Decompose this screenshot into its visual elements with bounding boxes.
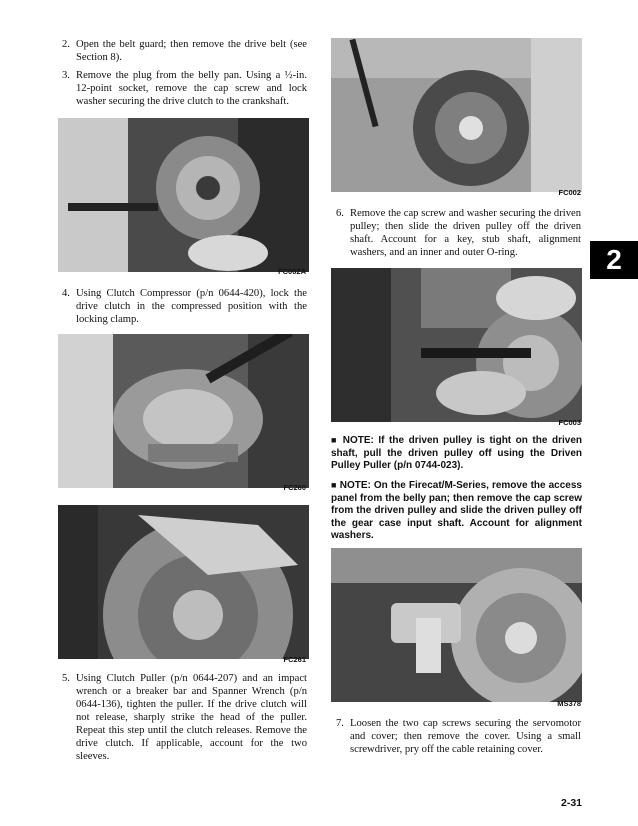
- step-text: Using Clutch Compressor (p/n 0644-420), lock the drive clutch in the compressed position with the locking clamp.: [76, 288, 307, 325]
- step-number: 2.: [62, 39, 70, 50]
- note-marker-icon: ■: [331, 435, 339, 445]
- figure-label-fc002a: FC002A: [278, 267, 306, 276]
- step-5: [62, 672, 307, 763]
- figure-label-fc261: FC261: [283, 655, 306, 664]
- note-driven-pulley-tight: [331, 434, 582, 473]
- page-number: 2-31: [560, 797, 582, 809]
- note-firecat-m-series: [331, 479, 582, 543]
- figure-label-ms378: MS378: [557, 699, 581, 708]
- step-number: 7.: [336, 718, 344, 729]
- step-2: [62, 38, 307, 64]
- step-number: 3.: [62, 70, 70, 81]
- step-number: 4.: [62, 288, 70, 299]
- step-text: Loosen the two cap screws securing the servomotor and cover; then remove the cover. Using a small screwdriver, pry off the cable retaining cover.: [350, 718, 581, 755]
- photo-fc260: [58, 334, 309, 488]
- photo-fc002: [331, 38, 582, 192]
- photo-fc261: [58, 505, 309, 659]
- step-text: Using Clutch Puller (p/n 0644-207) and an impact wrench or a breaker bar and Spanner Wrench (p/n 0644-136), tighten the puller. If the drive clutch will not release, sharply strike the head of the puller. Repeat this step until the clutch releases. Remove the drive clutch. If applicable, account for the two sleeves.: [76, 673, 307, 762]
- note-text: NOTE: If the driven pulley is tight on the driven shaft, pull the driven pulley off using the Driven Pulley Puller (p/n 0744-023).: [331, 435, 582, 472]
- section-tab: 2: [590, 241, 638, 279]
- step-6: [336, 207, 581, 259]
- figure-label-fc003: FC003: [558, 418, 581, 427]
- step-4: [62, 287, 307, 326]
- photo-fc002a: [58, 118, 309, 272]
- step-number: 5.: [62, 673, 70, 684]
- figure-label-fc002: FC002: [558, 188, 581, 197]
- step-text: Remove the cap screw and washer securing the driven pulley; then slide the driven pulley off the driven shaft. Account for a key, stub shaft, alignment washers, and an inner and outer O-ring.: [350, 208, 581, 258]
- step-text: Remove the plug from the belly pan. Using a ½-in. 12-point socket, remove the cap screw and lock washer securing the drive clutch to the crankshaft.: [76, 70, 307, 107]
- photo-ms378: [331, 548, 582, 702]
- step-number: 6.: [336, 208, 344, 219]
- step-7: [336, 717, 581, 756]
- note-marker-icon: ■: [331, 480, 337, 490]
- note-text: NOTE: On the Firecat/M-Series, remove the access panel from the belly pan; then remove the cap screw from the driven pulley and slide the driven pulley off the gear case input shaft. Account for alignment washers.: [331, 480, 582, 542]
- photo-fc003: [331, 268, 582, 422]
- step-3: [62, 69, 307, 108]
- step-text: Open the belt guard; then remove the drive belt (see Section 8).: [76, 39, 307, 63]
- figure-label-fc260: FC260: [283, 483, 306, 492]
